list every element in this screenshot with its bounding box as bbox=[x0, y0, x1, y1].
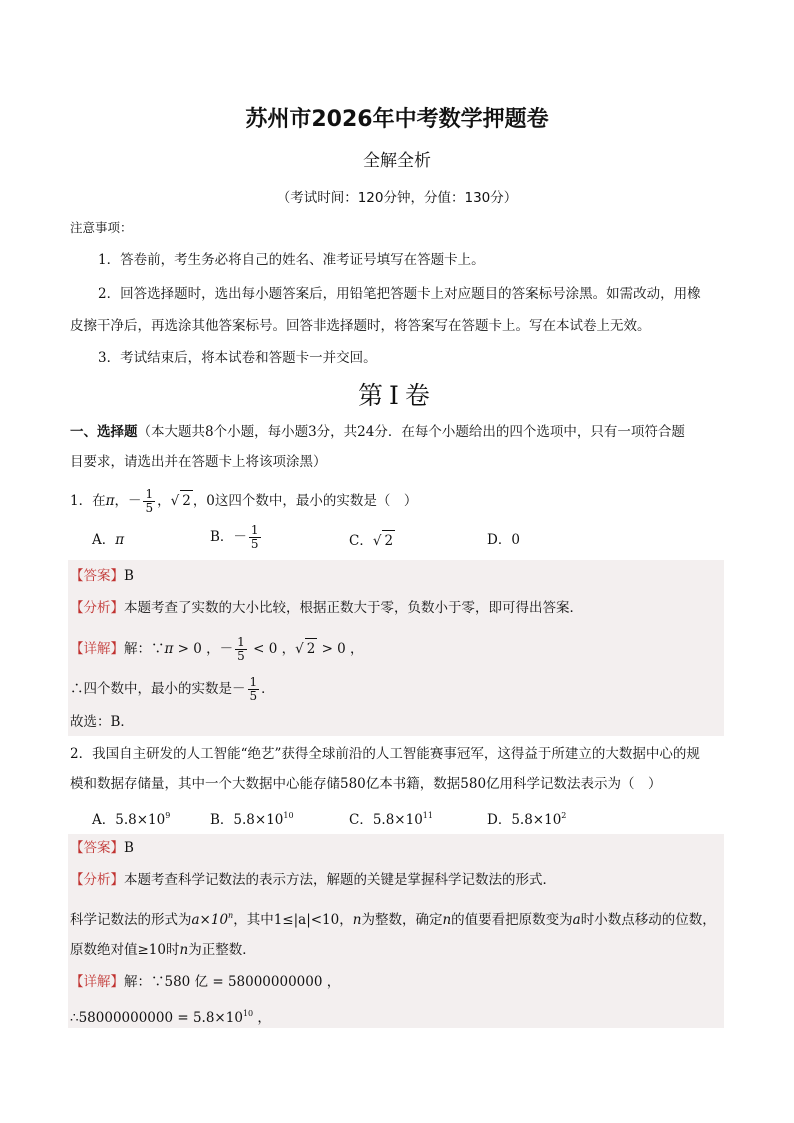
question-2-line-b: 模和数据存储量，其中一个大数据中心能存储580亿本书籍，数据580亿用科学记数法表示为（ ） bbox=[70, 776, 662, 792]
q2-option-a-label: A．5.8×10 bbox=[92, 812, 166, 828]
q2-form-b: ，其中1≤|a|<10， bbox=[233, 912, 353, 928]
q1-choose: 故选：B． bbox=[70, 714, 134, 730]
q2-answer-value: B bbox=[124, 840, 134, 856]
q2-option-b[interactable] bbox=[210, 806, 294, 830]
q1-option-b[interactable] bbox=[210, 524, 263, 551]
q2-analysis-text: 本题考查科学记数法的表示方法，解题的关键是掌握科学记数法的形式． bbox=[124, 872, 556, 888]
q1-conclusion bbox=[70, 676, 724, 703]
q1-fraction bbox=[143, 488, 155, 515]
note-3: 3．考试结束后，将本试卷和答题卡一并交回。 bbox=[98, 350, 377, 366]
q1-conclusion-fraction bbox=[248, 676, 260, 703]
q2-option-b-label: B．5.8×10 bbox=[210, 812, 284, 828]
q2-form-n3: n bbox=[179, 942, 189, 958]
q2-form-n2: n bbox=[442, 912, 452, 928]
page-subtitle: 全解全析 bbox=[363, 151, 431, 171]
q2-solution-box bbox=[68, 834, 724, 1028]
q1-analysis-tag: 【分析】 bbox=[70, 600, 124, 616]
section-label: 一、选择题 bbox=[70, 424, 138, 440]
q1-detail: 【详解】解：∵π > 0 ，－ $\frac{1}{5}$ < 0 ，√ 2 > 0 ， bbox=[70, 635, 364, 663]
q2-form-a2: a bbox=[572, 912, 581, 928]
note-2b: 皮擦干净后，再选涂其他答案标号。回答非选择题时，将答案写在答题卡上。写在本试卷上无效。 bbox=[70, 318, 651, 334]
page-title: 苏州市2026年中考数学押题卷 bbox=[245, 107, 549, 132]
q2-option-d-exp: 2 bbox=[561, 811, 567, 820]
q1-conclusion-den: 5 bbox=[249, 689, 258, 703]
q2-form-line-a bbox=[70, 906, 724, 930]
q1-detail-fraction bbox=[235, 636, 247, 663]
q1-detail-a: 解：∵ bbox=[124, 641, 165, 657]
q1-conclusion-end: ． bbox=[261, 681, 275, 697]
q1-option-a-label: A． bbox=[92, 532, 116, 548]
q2-answer bbox=[70, 838, 724, 858]
q1-rest: ，0这四个数中，最小的实数是（ ） bbox=[192, 493, 418, 509]
q1-detail-root: 2 bbox=[305, 638, 318, 659]
q1-detail-tag: 【详解】 bbox=[70, 641, 124, 657]
q2-form-n: n bbox=[352, 912, 362, 928]
q2-analysis bbox=[70, 870, 724, 890]
q2-analysis-tag: 【分析】 bbox=[70, 872, 124, 888]
q1-option-c[interactable]: C．√ 2 bbox=[349, 530, 395, 551]
q2-form-e: 时小数点移动的位数， bbox=[580, 912, 716, 928]
question-2-line-a: 2．我国自主研发的人工智能“绝艺”获得全球前沿的人工智能赛事冠军，这得益于所建立的大数据中心的规 bbox=[70, 746, 700, 762]
q1-answer bbox=[70, 566, 724, 586]
q1-conclusion-text: ∴四个数中，最小的实数是－ bbox=[70, 681, 246, 697]
q1-analysis bbox=[70, 598, 724, 618]
q2-form-c: 为整数，确定 bbox=[361, 912, 443, 928]
section-intro bbox=[70, 422, 724, 442]
q1-detail-d: > 0 ， bbox=[317, 641, 364, 657]
q2-detail-b: ∴58000000000 = 5.8×10 bbox=[70, 1010, 243, 1026]
q1-option-c-label: C． bbox=[349, 533, 373, 549]
q1-frac-den: 5 bbox=[145, 501, 154, 515]
q1-detail-pi: π bbox=[164, 641, 174, 657]
q1-answer-tag: 【答案】 bbox=[70, 568, 124, 584]
q1-frac-num: 1 bbox=[145, 487, 154, 501]
q2-form-g: 为正整数． bbox=[188, 942, 256, 958]
q1-option-c-root: 2 bbox=[382, 530, 395, 551]
q2-option-a-exp: 9 bbox=[165, 811, 171, 820]
q1-prefix: 1．在 bbox=[70, 493, 106, 509]
q1-analysis-text: 本题考查了实数的大小比较，根据正数大于零，负数小于零，即可得出答案． bbox=[124, 600, 583, 616]
q1-conclusion-num: 1 bbox=[249, 675, 258, 689]
exam-info: （考试时间：120分钟，分值：130分） bbox=[276, 190, 518, 206]
q2-detail bbox=[70, 972, 724, 992]
q2-form-expr: a×10 bbox=[191, 912, 229, 928]
q1-root: 2 bbox=[180, 490, 193, 511]
q2-option-c[interactable] bbox=[349, 806, 433, 830]
volume-heading: 第Ⅰ卷 bbox=[358, 381, 436, 410]
q2-form-line-b bbox=[70, 940, 724, 960]
q1-sep2: ， bbox=[157, 493, 171, 509]
q2-option-d-label: D．5.8×10 bbox=[487, 812, 562, 828]
q2-detail-result bbox=[70, 1004, 724, 1028]
q2-option-b-exp: 10 bbox=[283, 811, 294, 820]
q2-detail-tag: 【详解】 bbox=[70, 974, 124, 990]
q2-option-c-label: C．5.8×10 bbox=[349, 812, 423, 828]
q1-pi: π bbox=[105, 493, 115, 509]
question-1: 1．在π，－ $\frac{1}{5}$ ，√ 2 ，0这四个数中，最小的实数是（ ） bbox=[70, 487, 418, 515]
q2-form-a: 科学记数法的形式为 bbox=[70, 912, 192, 928]
q2-option-d[interactable] bbox=[487, 806, 566, 830]
q1-detail-b: > 0 ，－ bbox=[173, 641, 234, 657]
section-desc-a: （本大题共8个小题，每小题3分，共24分．在每个小题给出的四个选项中，只有一项符合题 bbox=[137, 424, 685, 440]
q2-option-c-exp: 11 bbox=[422, 811, 433, 820]
q1-detail-den: 5 bbox=[237, 649, 245, 663]
q1-detail-c: < 0 ， bbox=[248, 641, 296, 657]
q2-answer-tag: 【答案】 bbox=[70, 840, 124, 856]
q1-detail-num: 1 bbox=[237, 635, 245, 649]
q1-option-a[interactable] bbox=[92, 530, 124, 550]
q1-option-b-num: 1 bbox=[250, 523, 259, 537]
q1-neg: － bbox=[127, 493, 142, 509]
q2-detail-a: 解：∵580 亿 = 58000000000 ， bbox=[124, 974, 341, 990]
q2-option-a[interactable] bbox=[92, 806, 170, 830]
notes-heading: 注意事项： bbox=[70, 220, 133, 235]
q1-option-a-value: π bbox=[115, 532, 125, 548]
q2-form-d: 的值要看把原数变为 bbox=[451, 912, 573, 928]
section-desc-b: 目要求，请选出并在答题卡上将该项涂黑） bbox=[70, 454, 327, 470]
q1-answer-value: B bbox=[124, 568, 134, 584]
q1-option-b-fraction bbox=[249, 524, 261, 551]
note-1: 1．答卷前，考生务必将自己的姓名、准考证号填写在答题卡上。 bbox=[98, 252, 485, 268]
q2-form-f: 原数绝对值≥10时 bbox=[70, 942, 180, 958]
q1-sep1: ， bbox=[114, 493, 128, 509]
q2-form-exp: n bbox=[228, 911, 234, 920]
q2-detail-b-end: ， bbox=[253, 1010, 271, 1026]
note-2a: 2．回答选择题时，选出每小题答案后，用铅笔把答题卡上对应题目的答案标号涂黑。如需改动，用橡 bbox=[98, 286, 701, 302]
q1-option-d[interactable]: D．0 bbox=[487, 532, 520, 548]
q1-option-b-label: B．－ bbox=[210, 529, 247, 545]
q1-option-b-den: 5 bbox=[250, 537, 259, 551]
q2-detail-b-exp: 10 bbox=[242, 1009, 254, 1018]
